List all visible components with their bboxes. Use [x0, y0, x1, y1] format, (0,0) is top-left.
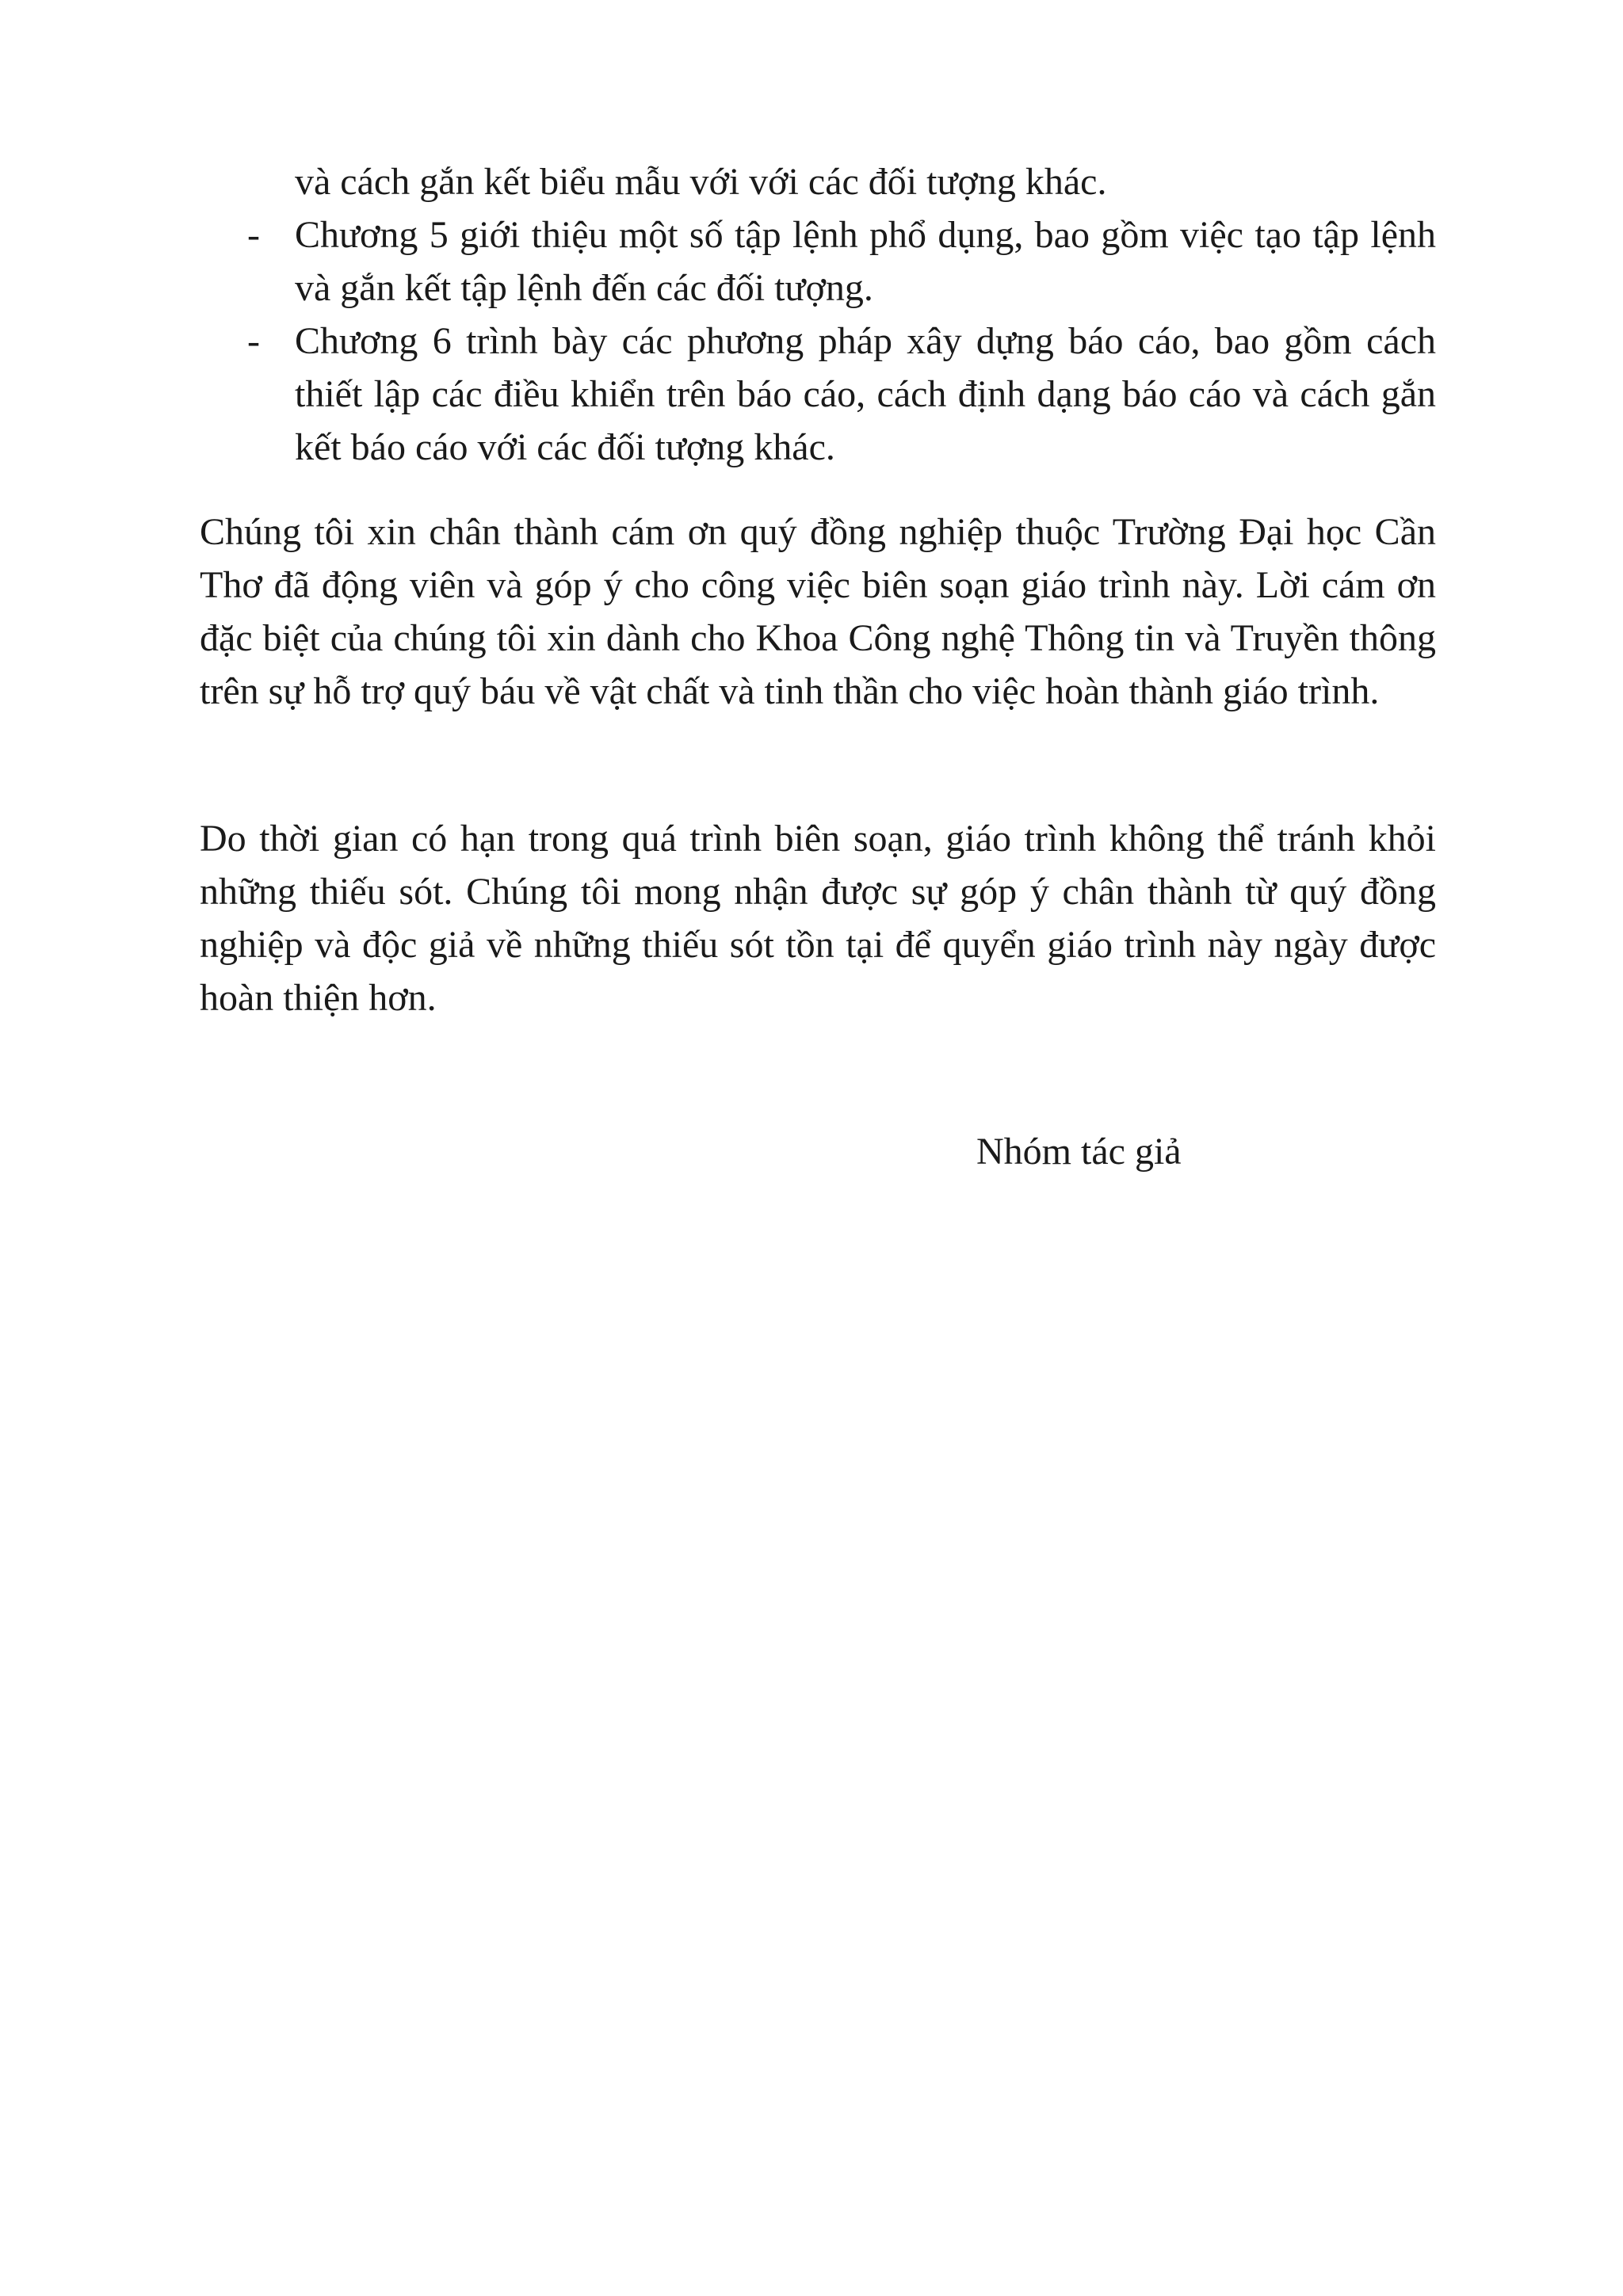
bullet-marker: - — [247, 214, 260, 256]
continuation-line: và cách gắn kết biểu mẫu với với các đối tượng khác. — [295, 161, 1107, 203]
bullet-text: Chương 6 trình bày các phương pháp xây dựng báo cáo, bao gồm cách thiết lập các điều khiển trên báo cáo, cách định dạng báo cáo và cách gắn kết báo cáo với các đối tượng khác. — [295, 320, 1436, 468]
acknowledgement-paragraph: Chúng tôi xin chân thành cám ơn quý đồng nghiệp thuộc Trường Đại học Cần Thơ đã động viên và góp ý cho công việc biên soạn giáo trình này. Lời cám ơn đặc biệt của chúng tôi xin dành cho Khoa Công nghệ Thông tin và Truyền thông trên sự hỗ trợ quý báu về vật chất và tinh thần cho việc hoàn thành giáo trình. — [200, 511, 1436, 712]
bullet-marker: - — [247, 320, 260, 362]
author-signature: Nhóm tác giả — [976, 1131, 1182, 1173]
bullet-text: Chương 5 giới thiệu một số tập lệnh phổ dụng, bao gồm việc tạo tập lệnh và gắn kết tập lệnh đến các đối tượng. — [295, 214, 1436, 309]
closing-paragraph: Do thời gian có hạn trong quá trình biên soạn, giáo trình không thể tránh khỏi những thiếu sót. Chúng tôi mong nhận được sự góp ý chân thành từ quý đồng nghiệp và độc giả về những thiếu sót tồn tại để quyển giáo trình này ngày được hoàn thiện hơn. — [200, 818, 1436, 1019]
